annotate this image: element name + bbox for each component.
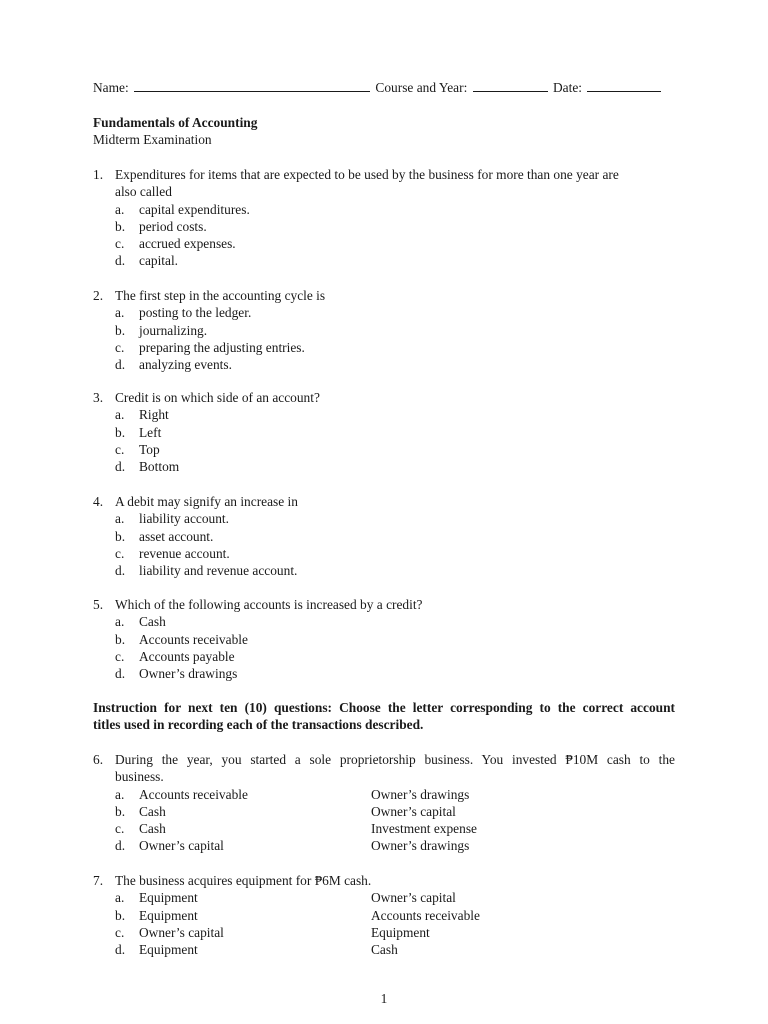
option-c [93, 235, 675, 252]
option-credit-account: Equipment [371, 924, 430, 940]
option-d [93, 252, 675, 269]
option-debit-account: Accounts receivable [139, 786, 248, 802]
option-a [93, 613, 675, 630]
exam-title: Fundamentals of Accounting [93, 115, 258, 130]
option-credit-account: Cash [371, 942, 398, 958]
option-a [93, 786, 675, 803]
option-c [93, 820, 675, 837]
option-text: asset account. [139, 528, 214, 544]
page-number: 1 [380, 991, 388, 1006]
option-text: Bottom [139, 459, 180, 475]
option-a [93, 889, 675, 906]
option-list [93, 406, 675, 475]
option-debit-account: Owner’s capital [139, 924, 224, 940]
option-debit-account: Equipment [139, 907, 198, 923]
instruction-line: titles used in recording each of the transactions described. [93, 717, 424, 733]
option-letter: a. [115, 201, 125, 217]
question-stem [93, 287, 675, 304]
option-text: capital. [139, 253, 179, 269]
option-text: Cash [139, 614, 166, 630]
option-b [93, 322, 675, 339]
option-b [93, 424, 675, 441]
option-letter: b. [115, 218, 126, 234]
option-text: Accounts receivable [139, 631, 248, 647]
option-b [93, 803, 675, 820]
option-letter: a. [115, 305, 125, 321]
option-text: accrued expenses. [139, 236, 236, 252]
option-credit-account: Accounts receivable [371, 907, 480, 923]
question-number: 4. [93, 494, 104, 509]
question-stem [93, 389, 675, 406]
option-d [93, 562, 675, 579]
question-stem [93, 872, 675, 889]
stem-line: also called [115, 184, 172, 200]
instruction-text [93, 699, 675, 734]
option-letter: a. [115, 786, 125, 802]
option-letter: b. [115, 424, 126, 440]
question-3 [93, 389, 675, 475]
option-list [93, 889, 675, 958]
header-line [93, 79, 663, 96]
option-text: Right [139, 407, 169, 423]
option-list [93, 201, 675, 270]
option-d [93, 665, 675, 682]
question-number: 2. [93, 288, 104, 303]
option-debit-account: Cash [139, 803, 166, 819]
option-letter: c. [115, 545, 125, 561]
option-b [93, 631, 675, 648]
option-text: Owner’s drawings [139, 666, 238, 682]
option-letter: b. [115, 528, 126, 544]
option-text: preparing the adjusting entries. [139, 339, 305, 355]
option-text: capital expenditures. [139, 201, 250, 217]
course-year-blank [473, 79, 548, 92]
instruction-line: Instruction for next ten (10) questions: Choose the letter corresponding to the correct account [93, 700, 675, 715]
option-a [93, 510, 675, 527]
question-1 [93, 166, 675, 270]
option-debit-account: Equipment [139, 890, 198, 906]
option-letter: c. [115, 339, 125, 355]
option-letter: d. [115, 666, 126, 682]
option-text: period costs. [139, 218, 207, 234]
question-6 [93, 751, 675, 855]
option-debit-account: Owner’s capital [139, 838, 224, 854]
stem-line: business. [115, 769, 164, 785]
option-letter: a. [115, 890, 125, 906]
option-text: Top [139, 441, 160, 457]
option-c [93, 545, 675, 562]
option-letter: c. [115, 441, 125, 457]
option-a [93, 304, 675, 321]
date-blank [587, 79, 661, 92]
option-text: Accounts payable [139, 648, 235, 664]
question-4 [93, 493, 675, 579]
option-list [93, 786, 675, 855]
stem-line: During the year, you started a sole proprietorship business. You invested ₱10M cash to the [115, 752, 675, 767]
option-b [93, 528, 675, 545]
stem-line: Which of the following accounts is increased by a credit? [115, 597, 423, 612]
course-year-label: Course and Year: [375, 80, 468, 95]
option-d [93, 837, 675, 854]
name-blank [134, 79, 370, 92]
name-label: Name: [93, 80, 129, 95]
stem-line: Expenditures for items that are expected to be used by the business for more than one year are [115, 167, 619, 182]
option-letter: d. [115, 563, 126, 579]
option-letter: c. [115, 236, 125, 252]
question-stem [93, 751, 675, 786]
question-stem [93, 596, 675, 613]
option-credit-account: Owner’s drawings [371, 838, 470, 854]
option-text: posting to the ledger. [139, 305, 252, 321]
stem-line: The business acquires equipment for ₱6M cash. [115, 873, 372, 888]
date-label: Date: [553, 80, 583, 95]
option-c [93, 924, 675, 941]
option-list [93, 613, 675, 682]
stem-line: A debit may signify an increase in [115, 494, 298, 509]
question-number: 1. [93, 167, 104, 182]
option-d [93, 941, 675, 958]
option-credit-account: Owner’s drawings [371, 786, 470, 802]
option-d [93, 458, 675, 475]
option-letter: c. [115, 924, 125, 940]
option-letter: d. [115, 942, 126, 958]
option-debit-account: Equipment [139, 942, 198, 958]
option-text: Left [139, 424, 162, 440]
question-number: 6. [93, 752, 104, 767]
option-letter: b. [115, 803, 126, 819]
option-text: liability and revenue account. [139, 563, 298, 579]
option-letter: c. [115, 821, 125, 837]
stem-line: The first step in the accounting cycle is [115, 288, 326, 303]
option-a [93, 406, 675, 423]
option-letter: a. [115, 614, 125, 630]
option-credit-account: Investment expense [371, 821, 477, 837]
question-stem [93, 166, 675, 201]
option-debit-account: Cash [139, 821, 166, 837]
option-letter: c. [115, 648, 125, 664]
question-7 [93, 872, 675, 958]
option-letter: d. [115, 357, 126, 373]
option-d [93, 356, 675, 373]
option-list [93, 304, 675, 373]
option-letter: d. [115, 459, 126, 475]
option-letter: a. [115, 511, 125, 527]
option-b [93, 907, 675, 924]
question-number: 7. [93, 873, 104, 888]
exam-subtitle: Midterm Examination [93, 132, 212, 148]
option-letter: a. [115, 407, 125, 423]
stem-line: Credit is on which side of an account? [115, 390, 320, 405]
question-stem [93, 493, 675, 510]
option-letter: b. [115, 322, 126, 338]
option-letter: b. [115, 631, 126, 647]
option-c [93, 648, 675, 665]
option-text: analyzing events. [139, 357, 232, 373]
option-text: liability account. [139, 511, 229, 527]
option-c [93, 441, 675, 458]
question-number: 5. [93, 597, 104, 612]
option-b [93, 218, 675, 235]
option-letter: d. [115, 838, 126, 854]
option-text: journalizing. [139, 322, 208, 338]
option-a [93, 201, 675, 218]
question-2 [93, 287, 675, 373]
option-list [93, 510, 675, 579]
option-letter: d. [115, 253, 126, 269]
option-text: revenue account. [139, 545, 230, 561]
option-credit-account: Owner’s capital [371, 890, 456, 906]
option-credit-account: Owner’s capital [371, 803, 456, 819]
question-number: 3. [93, 390, 104, 405]
option-c [93, 339, 675, 356]
title-block [93, 114, 257, 149]
question-5 [93, 596, 675, 682]
option-letter: b. [115, 907, 126, 923]
